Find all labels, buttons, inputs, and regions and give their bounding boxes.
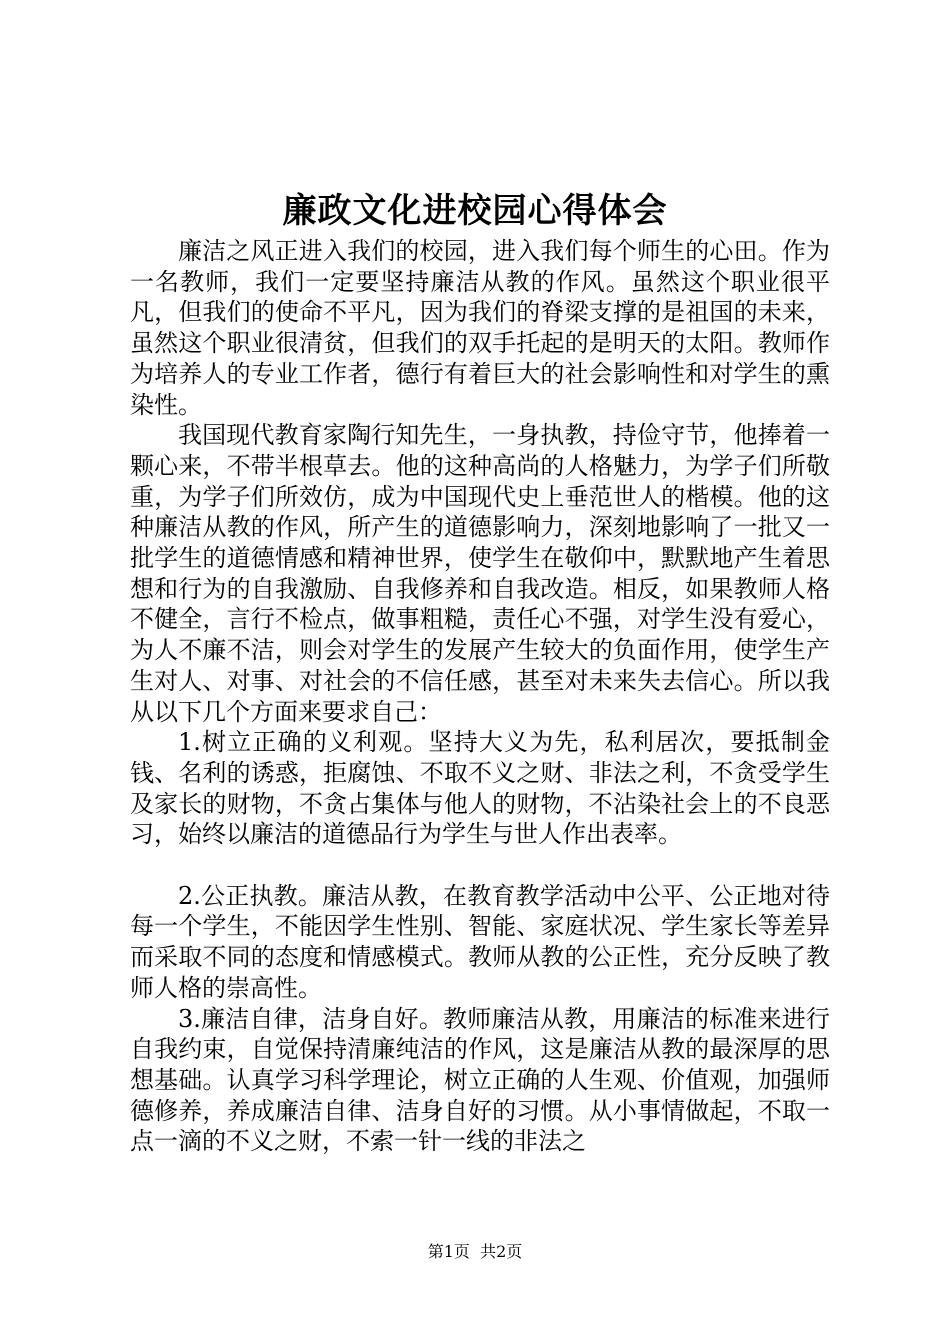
- document-title: 廉政文化进校园心得体会: [282, 191, 668, 231]
- paragraph-point-1: 1.树立正确的义利观。坚持大义为先，私利居次，要抵制金钱、名利的诱惑，拒腐蚀、不取不义之财、非法之利，不贪受学生及家长的财物，不贪占集体与他人的财物，不沾染社会上的不良恶习，始终以廉洁的道德品行为学生与世人作出表率。: [130, 728, 830, 849]
- page-number: 第1页: [427, 1242, 470, 1261]
- page-footer: [0, 1240, 950, 1264]
- paragraph-point-3: 3.廉洁自律，洁身自好。教师廉洁从教，用廉洁的标准来进行自我约束，自觉保持清廉纯洁的作风，这是廉洁从教的最深厚的思想基础。认真学习科学理论，树立正确的人生观、价值观，加强师德修养，养成廉洁自律、洁身自好的习惯。从小事情做起，不取一点一滴的不义之财，不索一针一线的非法之: [130, 1004, 830, 1156]
- paragraph-point-2: 2.公正执教。廉洁从教，在教育教学活动中公平、公正地对待每一个学生，不能因学生性别、智能、家庭状况、学生家长等差异而采取不同的态度和情感模式。教师从教的公正性，充分反映了教师人格的崇高性。: [130, 881, 830, 1002]
- page-total: 共2页: [480, 1242, 523, 1261]
- paragraph-tao-xingzhi: 我国现代教育家陶行知先生，一身执教，持俭守节，他捧着一颗心来，不带半根草去。他的这种高尚的人格魅力，为学子们所敬重，为学子们所效仿，成为中国现代史上垂范世人的楷模。他的这种廉洁从教的作风，所产生的道德影响力，深刻地影响了一批又一批学生的道德情感和精神世界，使学生在敬仰中，默默地产生着思想和行为的自我激励、自我修养和自我改造。相反，如果教师人格不健全，言行不检点，做事粗糙，责任心不强，对学生没有爱心，为人不廉不洁，则会对学生的发展产生较大的负面作用，使学生产生对人、对事、对社会的不信任感，甚至对未来失去信心。所以我从以下几个方面来要求自己：: [130, 421, 830, 726]
- document-body: [130, 236, 830, 1157]
- paragraph-intro: 廉洁之风正进入我们的校园，进入我们每个师生的心田。作为一名教师，我们一定要坚持廉洁从教的作风。虽然这个职业很平凡，但我们的使命不平凡，因为我们的脊梁支撑的是祖国的未来，虽然这个职业很清贫，但我们的双手托起的是明天的太阳。教师作为培养人的专业工作者，德行有着巨大的社会影响性和对学生的熏染性。: [130, 237, 830, 419]
